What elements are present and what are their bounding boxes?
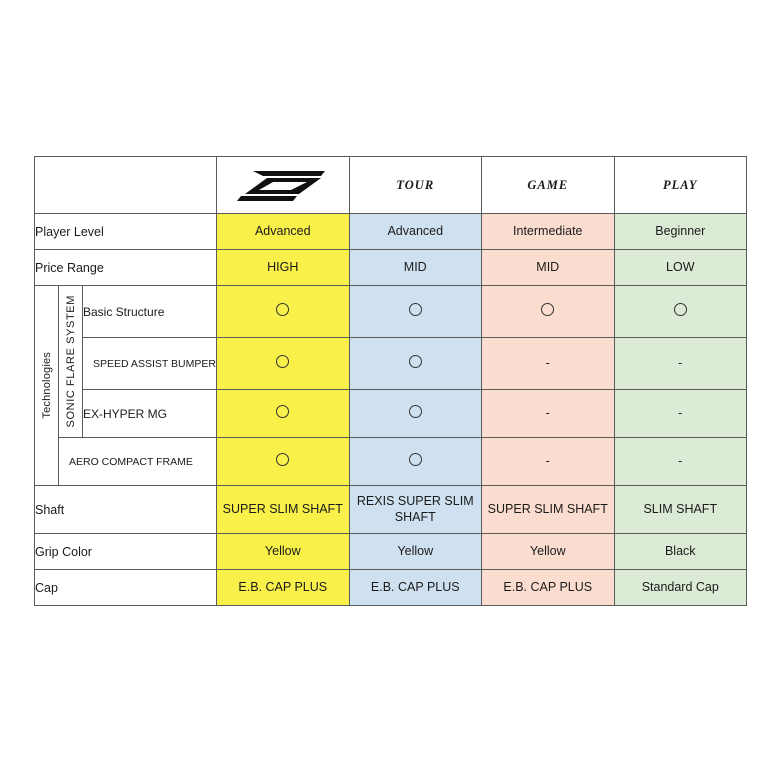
table-row-player-level [35, 214, 747, 250]
cell-shaft-tour: REXIS SUPER SLIM SHAFT [349, 486, 482, 534]
group-label-technologies-text: Technologies [40, 352, 53, 419]
group-label-sonic-flare-system [59, 286, 83, 438]
check-circle-icon [276, 303, 289, 316]
row-label-price-range: Price Range [35, 250, 217, 286]
table-row-ex-hyper-mg [35, 390, 747, 438]
check-circle-icon [674, 303, 687, 316]
header-blank-cell [35, 157, 217, 214]
cell-ex-hyper-mg-game: - [482, 390, 615, 438]
z-logo-icon [237, 167, 329, 203]
row-label-ex-hyper-mg: EX-HYPER MG [83, 390, 217, 438]
table-row-cap [35, 570, 747, 606]
cell-player-level-z: Advanced [217, 214, 350, 250]
cell-player-level-play: Beginner [614, 214, 747, 250]
cell-price-range-z: HIGH [217, 250, 350, 286]
row-label-player-level: Player Level [35, 214, 217, 250]
cell-aero-compact-frame-tour [349, 438, 482, 486]
header-col-play: PLAY [614, 157, 747, 214]
cell-price-range-tour: MID [349, 250, 482, 286]
row-label-shaft: Shaft [35, 486, 217, 534]
header-col-z-logo [217, 157, 350, 214]
cell-grip-color-play: Black [614, 534, 747, 570]
cell-price-range-game: MID [482, 250, 615, 286]
cell-shaft-play: SLIM SHAFT [614, 486, 747, 534]
cell-speed-assist-bumper-z [217, 338, 350, 390]
cell-speed-assist-bumper-play: - [614, 338, 747, 390]
cell-speed-assist-bumper-tour [349, 338, 482, 390]
cell-shaft-z: SUPER SLIM SHAFT [217, 486, 350, 534]
check-circle-icon [541, 303, 554, 316]
cell-cap-play: Standard Cap [614, 570, 747, 606]
table-row-basic-structure [35, 286, 747, 338]
cell-aero-compact-frame-game: - [482, 438, 615, 486]
table-row-price-range [35, 250, 747, 286]
table-row-grip-color [35, 534, 747, 570]
cell-ex-hyper-mg-play: - [614, 390, 747, 438]
cell-basic-structure-game [482, 286, 615, 338]
cell-shaft-game: SUPER SLIM SHAFT [482, 486, 615, 534]
row-label-grip-color: Grip Color [35, 534, 217, 570]
check-circle-icon [276, 355, 289, 368]
check-circle-icon [409, 355, 422, 368]
table-row-shaft [35, 486, 747, 534]
row-label-speed-assist-bumper: SPEED ASSIST BUMPER [83, 338, 217, 390]
cell-speed-assist-bumper-game: - [482, 338, 615, 390]
row-label-cap: Cap [35, 570, 217, 606]
spec-comparison-sheet [34, 156, 734, 606]
cell-grip-color-tour: Yellow [349, 534, 482, 570]
cell-cap-z: E.B. CAP PLUS [217, 570, 350, 606]
cell-basic-structure-tour [349, 286, 482, 338]
spec-comparison-table [34, 156, 747, 606]
cell-ex-hyper-mg-z [217, 390, 350, 438]
cell-price-range-play: LOW [614, 250, 747, 286]
row-label-basic-structure: Basic Structure [83, 286, 217, 338]
cell-basic-structure-play [614, 286, 747, 338]
cell-grip-color-z: Yellow [217, 534, 350, 570]
check-circle-icon [409, 303, 422, 316]
cell-player-level-tour: Advanced [349, 214, 482, 250]
cell-cap-game: E.B. CAP PLUS [482, 570, 615, 606]
cell-ex-hyper-mg-tour [349, 390, 482, 438]
header-col-tour: TOUR [349, 157, 482, 214]
cell-basic-structure-z [217, 286, 350, 338]
group-label-sonic-flare-system-text: SONIC FLARE SYSTEM [64, 295, 77, 428]
check-circle-icon [409, 405, 422, 418]
group-label-technologies [35, 286, 59, 486]
header-col-game: GAME [482, 157, 615, 214]
check-circle-icon [409, 453, 422, 466]
cell-grip-color-game: Yellow [482, 534, 615, 570]
table-row-aero-compact-frame [35, 438, 747, 486]
row-label-aero-compact-frame: AERO COMPACT FRAME [59, 438, 217, 486]
check-circle-icon [276, 405, 289, 418]
cell-aero-compact-frame-play: - [614, 438, 747, 486]
table-row-speed-assist-bumper [35, 338, 747, 390]
cell-aero-compact-frame-z [217, 438, 350, 486]
cell-player-level-game: Intermediate [482, 214, 615, 250]
cell-cap-tour: E.B. CAP PLUS [349, 570, 482, 606]
table-header-row [35, 157, 747, 214]
check-circle-icon [276, 453, 289, 466]
